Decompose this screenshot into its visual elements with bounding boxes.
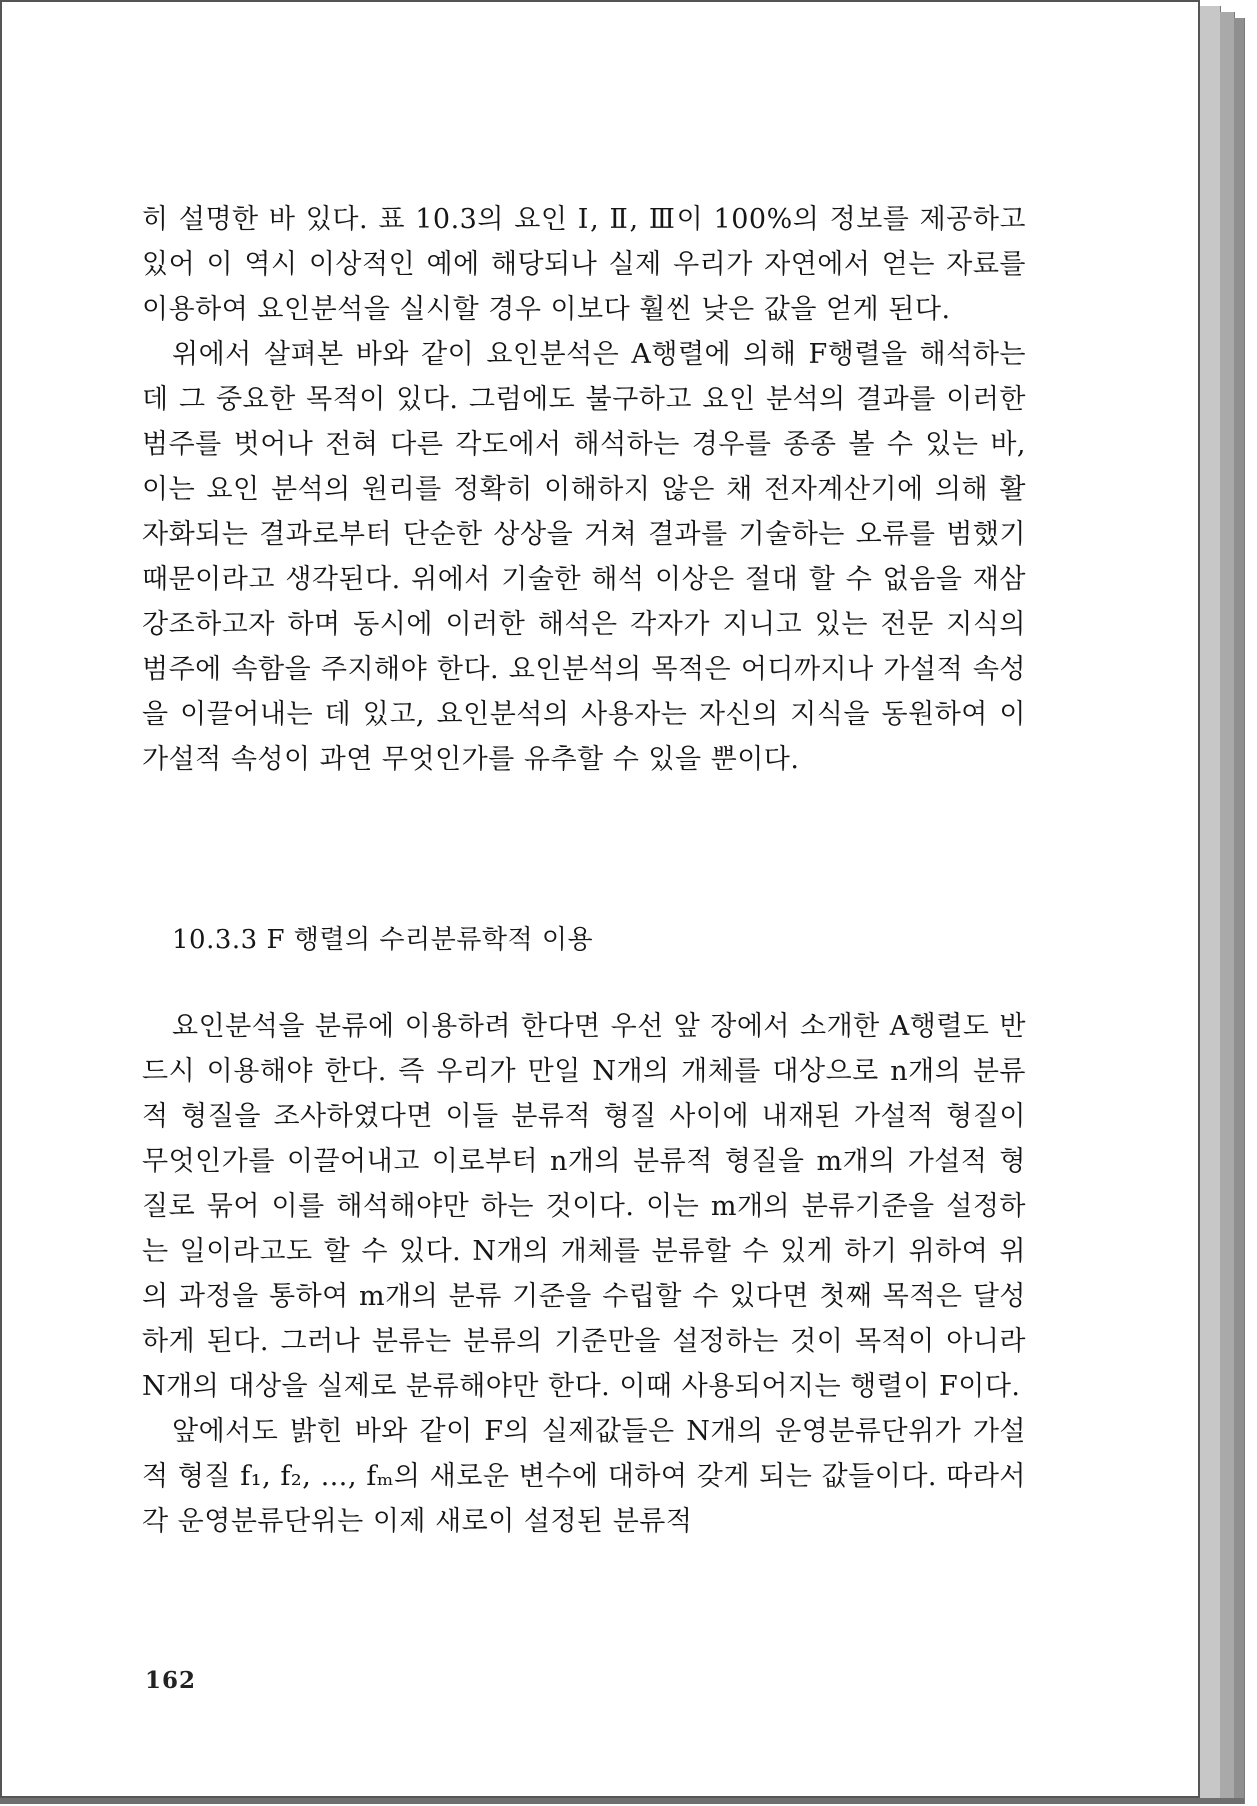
page-edge-shadow bbox=[1200, 6, 1221, 1800]
paragraph-f-values: 앞에서도 밝힌 바와 같이 F의 실제값들은 N개의 운영분류단위가 가설적 형질 f₁, f₂, …, fₘ의 새로운 변수에 대하여 갖게 되는 값들이다. 따라서 각 운영분류단위는 이제 새로이 설정된 분류적 bbox=[142, 1416, 1026, 1537]
body-text-top bbox=[142, 197, 1026, 782]
body-text-bottom bbox=[142, 1004, 1026, 1544]
paragraph-classification-use: 요인분석을 분류에 이용하려 한다면 우선 앞 장에서 소개한 A행렬도 반드시 이용해야 한다. 즉 우리가 만일 N개의 개체를 대상으로 n개의 분류적 형질을 조사하였다면 이들 분류적 형질 사이에 내재된 가설적 형질이 무엇인가를 이끌어내고 이로부터 n개의 분류적 형질을 m개의 가설적 형질로 묶어 이를 해석해야만 하는 것이다. 이는 m개의 분류기준을 설정하는 일이라고도 할 수 있다. N개의 개체를 분류할 수 있게 하기 위하여 위의 과정을 통하여 m개의 분류 기준을 수립할 수 있다면 첫째 목적은 달성하게 된다. 그러나 분류는 분류의 기준만을 설정하는 것이 목적이 아니라 N개의 대상을 실제로 분류해야만 한다. 이때 사용되어지는 행렬이 F이다. bbox=[142, 1011, 1026, 1402]
page-edge-shadow bbox=[1234, 18, 1245, 1804]
page-number: 162 bbox=[145, 1667, 197, 1694]
page-bottom-edge bbox=[0, 1798, 1244, 1804]
page-edge-shadow bbox=[1220, 12, 1235, 1802]
paragraph-continued: 히 설명한 바 있다. 표 10.3의 요인 Ⅰ, Ⅱ, Ⅲ이 100%의 정보를 제공하고 있어 이 역시 이상적인 예에 해당되나 실제 우리가 자연에서 얻는 자료를 이용하여 요인분석을 실시할 경우 이보다 훨씬 낮은 값을 얻게 된다. bbox=[142, 204, 1026, 325]
section-heading: 10.3.3 F 행렬의 수리분류학적 이용 bbox=[172, 925, 594, 955]
paragraph-factor-analysis-interpretation: 위에서 살펴본 바와 같이 요인분석은 A행렬에 의해 F행렬을 해석하는 데 그 중요한 목적이 있다. 그럼에도 불구하고 요인 분석의 결과를 이러한 범주를 벗어나 전혀 다른 각도에서 해석하는 경우를 종종 볼 수 있는 바, 이는 요인 분석의 원리를 정확히 이해하지 않은 채 전자계산기에 의해 활자화되는 결과로부터 단순한 상상을 거쳐 결과를 기술하는 오류를 범했기 때문이라고 생각된다. 위에서 기술한 해석 이상은 절대 할 수 없음을 재삼 강조하고자 하며 동시에 이러한 해석은 각자가 지니고 있는 전문 지식의 범주에 속함을 주지해야 한다. 요인분석의 목적은 어디까지나 가설적 속성을 이끌어내는 데 있고, 요인분석의 사용자는 자신의 지식을 동원하여 이 가설적 속성이 과연 무엇인가를 유추할 수 있을 뿐이다. bbox=[142, 339, 1026, 775]
